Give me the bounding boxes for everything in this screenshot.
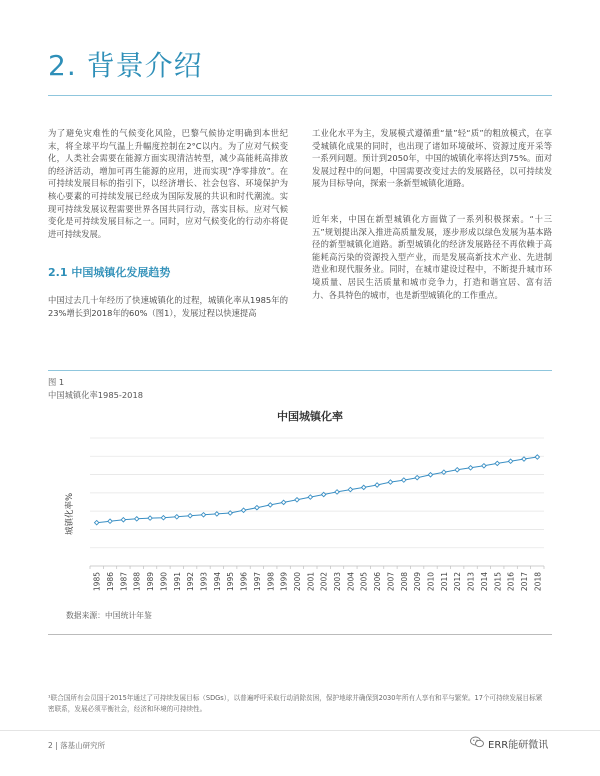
x-tick-label: 1994 bbox=[212, 572, 222, 592]
x-tick-label: 1992 bbox=[186, 572, 196, 592]
right-paragraph-1: 工业化水平为主，发展模式遵循重“量”轻“质”的粗放模式，在享受城镇化成果的同时，也出现了诸如环境破坏、资源过度开采等一系列问题。预计到2050年，中国的城镇化率将达到75%。面对发展过程中的问题，中国需要改变过去的发展路径，以可持续发展为目标导向，探索一条新型城镇化道路。 bbox=[312, 128, 552, 189]
figure-caption: 中国城镇化率1985-2018 bbox=[48, 390, 144, 400]
data-point bbox=[108, 519, 112, 523]
data-point bbox=[415, 475, 419, 479]
data-point bbox=[148, 516, 152, 520]
x-tick-label: 2009 bbox=[413, 572, 423, 592]
data-point bbox=[295, 498, 299, 502]
data-point bbox=[161, 516, 165, 520]
x-tick-label: 2004 bbox=[346, 572, 356, 592]
x-tick-label: 1986 bbox=[106, 572, 116, 592]
data-point bbox=[175, 515, 179, 519]
data-point bbox=[362, 485, 366, 489]
data-point bbox=[468, 466, 472, 470]
data-point bbox=[94, 520, 98, 524]
data-point bbox=[215, 512, 219, 516]
x-tick-label: 1987 bbox=[119, 572, 129, 592]
data-point bbox=[241, 508, 245, 512]
x-tick-label: 2015 bbox=[493, 572, 503, 592]
data-point bbox=[308, 495, 312, 499]
data-point bbox=[255, 505, 259, 509]
x-tick-label: 2002 bbox=[319, 572, 329, 592]
data-point bbox=[121, 518, 125, 522]
data-point bbox=[268, 503, 272, 507]
data-point bbox=[522, 457, 526, 461]
series-markers bbox=[94, 455, 539, 525]
footer-divider bbox=[0, 730, 600, 731]
x-tick-label: 2000 bbox=[292, 572, 302, 592]
footer-page-number: 2 | 落基山研究所 bbox=[48, 741, 106, 750]
data-point bbox=[535, 455, 539, 459]
data-point bbox=[442, 470, 446, 474]
data-point bbox=[188, 514, 192, 518]
x-tick-label: 2016 bbox=[506, 572, 516, 592]
x-tick-label: 1998 bbox=[266, 572, 276, 592]
chart-title: 中国城镇化率 bbox=[277, 410, 343, 423]
x-tick-label: 1997 bbox=[252, 572, 262, 592]
x-tick-label: 1989 bbox=[146, 572, 156, 592]
data-point bbox=[281, 500, 285, 504]
data-point bbox=[495, 461, 499, 465]
x-tick-label: 2008 bbox=[399, 572, 409, 592]
data-point bbox=[482, 464, 486, 468]
figure-source: 数据来源：中国统计年鉴 bbox=[66, 611, 152, 620]
x-tick-label: 1993 bbox=[199, 572, 209, 592]
x-tick-label: 1996 bbox=[239, 572, 249, 592]
subsection-paragraph: 中国过去几十年经历了快速城镇化的过程，城镇化率从1985年的23%增长到2018年的60%（图1），发展过程以快速提高 bbox=[48, 295, 288, 318]
y-axis-label: 城镇化率% bbox=[65, 492, 75, 536]
figure-divider bbox=[48, 370, 552, 371]
data-point bbox=[428, 473, 432, 477]
x-tick-label: 2011 bbox=[439, 572, 449, 592]
x-tick-label: 2010 bbox=[426, 572, 436, 592]
x-tick-label: 2014 bbox=[479, 572, 489, 592]
title-divider bbox=[48, 95, 552, 96]
urbanization-line-chart bbox=[48, 404, 552, 608]
data-point bbox=[508, 459, 512, 463]
intro-paragraph: 为了避免灾难性的气候变化风险，巴黎气候协定明确到本世纪末，将全球平均气温上升幅度控制在2°C以内。为了应对气候变化，人类社会需要在能源方面实现清洁转型，减少高能耗高排放的经济活动，增加可再生能源的应用，进而实现“净零排放”。在可持续发展目标的指引下，以经济增长、社会包容、环境保护为核心要素的可持续发展已经成为国际发展的共识和时代潮流。实现可持续发展议程需要世界各国共同行动，落实目标。应对气候变化是可持续发展目标之一。同时，应对气候变化的行动亦将促进可持续发展。 bbox=[48, 128, 288, 239]
section-title: 2. 背景介绍 bbox=[48, 49, 203, 82]
right-paragraph-2: 近年来，中国在新型城镇化方面做了一系列积极探索。“十三五”规划提出深入推进高质量发展，逐步形成以绿色发展为基本路径的新型城镇化道路。新型城镇化的经济发展路径不再依赖于高能耗高污染的资源投入型产业，而是发展高新技术产业、先进制造业和现代服务业。同时，在城市建设过程中，不断提升城市环境质量、居民生活质量和城市竞争力，打造和谐宜居、富有活力、各具特色的城市，也是新型城镇化的工作重点。 bbox=[312, 214, 552, 300]
figure-bottom-divider bbox=[48, 634, 552, 635]
x-tick-label: 1988 bbox=[132, 572, 142, 592]
data-point bbox=[201, 513, 205, 517]
x-tick-label: 1990 bbox=[159, 572, 169, 592]
data-point bbox=[402, 478, 406, 482]
x-tick-label: 2018 bbox=[533, 572, 543, 592]
x-tick-label: 2012 bbox=[453, 572, 463, 592]
x-tick-label: 2007 bbox=[386, 572, 396, 592]
x-tick-label: 2013 bbox=[466, 572, 476, 592]
x-tick-label: 2005 bbox=[359, 572, 369, 592]
data-point bbox=[375, 483, 379, 487]
data-point bbox=[135, 517, 139, 521]
subsection-title: 2.1 中国城镇化发展趋势 bbox=[48, 266, 171, 279]
figure-label: 图 1 bbox=[48, 377, 65, 387]
x-tick-label: 2006 bbox=[373, 572, 383, 592]
watermark-text: ERR能研微讯 bbox=[488, 740, 549, 751]
x-tick-label: 1999 bbox=[279, 572, 289, 592]
wechat-icon bbox=[470, 736, 484, 748]
data-point bbox=[455, 468, 459, 472]
footnote: ¹联合国所有会员国于2015年通过了可持续发展目标（SDGs），以普遍呼吁采取行动消除贫困，保护地球并确保到2030年所有人享有和平与繁荣。17个可持续发展目标紧密联系，发展必须平衡社会，经济和环境的可持续性。 bbox=[48, 694, 543, 713]
x-tick-label: 2017 bbox=[519, 572, 529, 592]
x-tick-label: 1985 bbox=[92, 572, 102, 592]
data-point bbox=[335, 490, 339, 494]
x-tick-label: 2003 bbox=[333, 572, 343, 592]
x-tick-label: 1991 bbox=[172, 572, 182, 592]
x-tick-label: 2001 bbox=[306, 572, 316, 592]
chart-gridlines bbox=[90, 438, 544, 566]
data-point bbox=[348, 487, 352, 491]
data-point bbox=[388, 480, 392, 484]
x-tick-label: 1995 bbox=[226, 572, 236, 592]
chart-x-axis bbox=[90, 566, 544, 591]
